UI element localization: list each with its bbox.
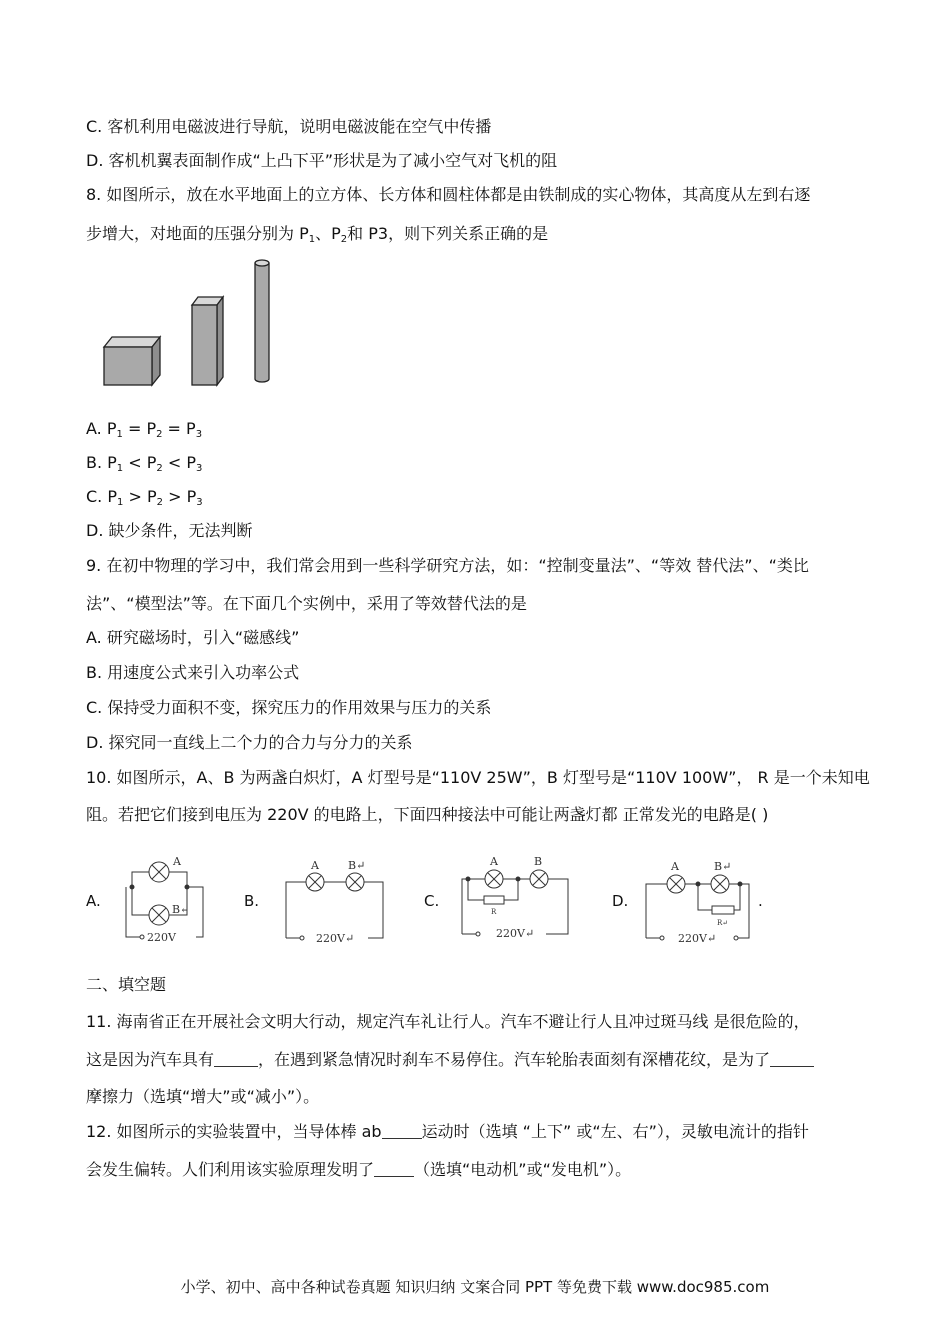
lamp-b-symbol	[149, 905, 169, 925]
lamp-a-label: A	[173, 855, 181, 868]
q9-option-c: C. 保持受力面积不变，探究压力的作用效果与压力的关系	[86, 698, 492, 717]
circuit-a-label: A.	[86, 892, 101, 910]
q9-stem-line2: 法”、“模型法”等。在下面几个实例中，采用了等效替代法的是	[86, 594, 527, 613]
circuit-b-diagram	[278, 850, 398, 950]
resistor-symbol	[484, 896, 504, 904]
q10-stem-line1: 10. 如图所示，A、B 为两盏白炽灯，A 灯型号是“110V 25W”，B 灯型号是“110V 100W”， R 是一个未知电	[86, 768, 870, 787]
resistor-label: R↵	[717, 919, 729, 927]
lamp-a-label: A	[490, 855, 498, 868]
q11-blank-2[interactable]	[770, 1050, 814, 1067]
voltage-label: 220V↵	[316, 932, 355, 945]
lamp-b-label: B	[534, 855, 543, 868]
q12-line2: 会发生偏转。人们利用该实验原理发明了 （选填“电动机”或“发电机”）。	[86, 1160, 632, 1179]
circuit-d-diagram	[640, 850, 760, 950]
q9-option-d: D. 探究同一直线上二个力的合力与分力的关系	[86, 733, 413, 752]
lamp-b-label: B↵	[714, 860, 732, 873]
circuit-d-label: D.	[612, 892, 629, 910]
lamp-a-label: A	[671, 860, 679, 873]
section-title-fill-blank: 二、填空题	[86, 975, 167, 994]
q11-line1: 11. 海南省正在开展社会文明大行动，规定汽车礼让行人。汽车不避让行人且冲过斑马线 是很危险的，	[86, 1012, 810, 1031]
q8-option-d: D. 缺少条件，无法判断	[86, 521, 253, 540]
q7-option-d: D. 客机机翼表面制作成“上凸下平”形状是为了减小空气对飞机的阻	[86, 151, 558, 170]
circuit-c-label: C.	[424, 892, 440, 910]
q11-line3: 摩擦力（选填“增大”或“减小”）。	[86, 1087, 320, 1106]
q12-blank-1[interactable]	[382, 1122, 422, 1139]
lamp-b-symbol	[711, 875, 729, 893]
q8-stem-line1: 8. 如图所示，放在水平地面上的立方体、长方体和圆柱体都是由铁制成的实心物体，其高度从左到右逐	[86, 185, 811, 204]
lamp-a-symbol	[485, 870, 503, 888]
cube-solid	[104, 337, 160, 385]
q9-option-a: A. 研究磁场时，引入“磁感线”	[86, 628, 300, 647]
q9-option-b: B. 用速度公式来引入功率公式	[86, 663, 300, 682]
lamp-b-label: B↵	[348, 859, 366, 872]
voltage-label: 220V↵	[678, 932, 717, 945]
q8-solids-figure	[100, 255, 280, 390]
lamp-a-symbol	[667, 875, 685, 893]
q8-option-b: B. $P_1 < P_2 < P_3$	[86, 453, 203, 474]
lamp-a-label: A	[311, 859, 319, 872]
cuboid-solid	[192, 297, 223, 385]
q8-option-a: A. $P_1 = P_2 = P_3$	[86, 419, 203, 440]
q8-option-c: C. $P_1 > P_2 > P_3$	[86, 487, 203, 508]
q9-stem-line1: 9. 在初中物理的学习中，我们常会用到一些科学研究方法，如：“控制变量法”、“等效 替代法”、“类比	[86, 556, 809, 575]
cylinder-solid	[255, 260, 269, 382]
lamp-a-symbol	[306, 873, 324, 891]
page-footer: 小学、初中、高中各种试卷真题 知识归纳 文案合同 PPT 等免费下载 www.doc985.com	[180, 1278, 770, 1296]
q10-period: .	[758, 892, 763, 910]
q12-blank-2[interactable]	[374, 1160, 414, 1177]
circuit-b-label: B.	[244, 892, 260, 910]
resistor-label: R	[491, 908, 497, 916]
lamp-b-symbol	[346, 873, 364, 891]
lamp-b-label: B↵	[172, 903, 190, 916]
lamp-a-symbol	[149, 862, 169, 882]
circuit-a-diagram	[118, 850, 218, 950]
q7-option-c: C. 客机利用电磁波进行导航，说明电磁波能在空气中传播	[86, 117, 492, 136]
q12-line1: 12. 如图所示的实验装置中，当导体棒 ab 运动时（选填 “上下” 或“左、右”），灵敏电流计的指针	[86, 1122, 809, 1141]
q11-line2: 这是因为汽车具有 ，在遇到紧急情况时刹车不易停住。汽车轮胎表面刻有深槽花纹，是为了	[86, 1049, 814, 1071]
q10-stem-line2: 阻。若把它们接到电压为 220V 的电路上，下面四种接法中可能让两盏灯都 正常发光的电路是( )	[86, 805, 769, 824]
circuit-c-diagram	[456, 848, 576, 948]
resistor-symbol	[712, 906, 734, 914]
lamp-b-symbol	[530, 870, 548, 888]
voltage-label: 220V↵	[496, 927, 535, 940]
voltage-label: 220V	[147, 931, 176, 944]
q11-blank-1[interactable]	[214, 1050, 258, 1067]
q8-stem-line2: 步增大，对地面的压强分别为 $P_1$、$P_2$和 P3，则下列关系正确的是	[86, 224, 549, 245]
